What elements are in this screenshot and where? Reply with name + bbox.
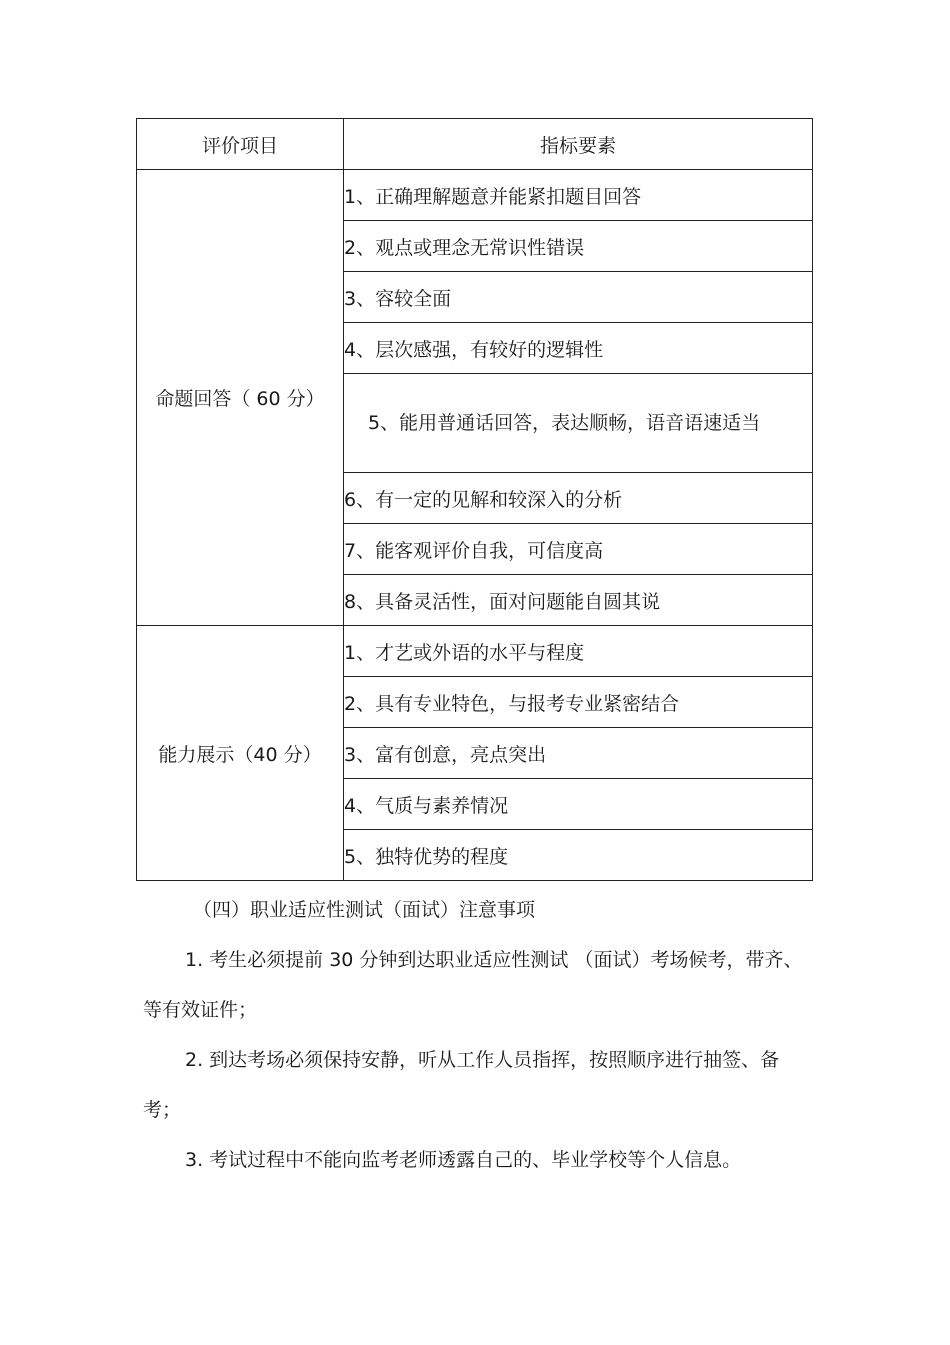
table-row xyxy=(137,170,813,221)
criteria-cell: 1、正确理解题意并能紧扣题目回答 xyxy=(344,170,813,221)
note-item: 2. 到达考场必须保持安静，听从工作人员指挥，按照顺序进行抽签、备考； xyxy=(143,1049,780,1121)
table-header-row xyxy=(137,119,813,170)
category-cell: 能力展示（40 分） xyxy=(137,626,344,881)
header-category: 评价项目 xyxy=(137,119,344,170)
header-criteria: 指标要素 xyxy=(344,119,813,170)
notes-section xyxy=(143,885,813,1185)
criteria-cell: 2、观点或理念无常识性错误 xyxy=(344,221,813,272)
criteria-cell: 3、富有创意，亮点突出 xyxy=(344,728,813,779)
criteria-cell: 5、独特优势的程度 xyxy=(344,830,813,881)
criteria-cell: 6、有一定的见解和较深入的分析 xyxy=(344,473,813,524)
note-item: 3. 考试过程中不能向监考老师透露自己的、毕业学校等个人信息。 xyxy=(185,1149,742,1171)
note-item: 1. 考生必须提前 30 分钟到达职业适应性测试 （面试）考场候考，带齐、等有效证件； xyxy=(143,949,803,1021)
criteria-cell: 4、气质与素养情况 xyxy=(344,779,813,830)
criteria-cell: 7、能客观评价自我，可信度高 xyxy=(344,524,813,575)
criteria-cell: 3、容较全面 xyxy=(344,272,813,323)
criteria-cell: 8、具备灵活性，面对问题能自圆其说 xyxy=(344,575,813,626)
criteria-cell: 2、具有专业特色，与报考专业紧密结合 xyxy=(344,677,813,728)
criteria-cell xyxy=(344,374,813,473)
criteria-text: 5、能用普通话回答，表达顺畅，语音语速适当 xyxy=(368,412,761,434)
criteria-cell: 1、才艺或外语的水平与程度 xyxy=(344,626,813,677)
table-row xyxy=(137,626,813,677)
criteria-cell: 4、层次感强，有较好的逻辑性 xyxy=(344,323,813,374)
notes-heading: （四）职业适应性测试（面试）注意事项 xyxy=(193,899,536,921)
category-cell: 命题回答（ 60 分） xyxy=(137,170,344,626)
evaluation-table xyxy=(136,118,813,881)
